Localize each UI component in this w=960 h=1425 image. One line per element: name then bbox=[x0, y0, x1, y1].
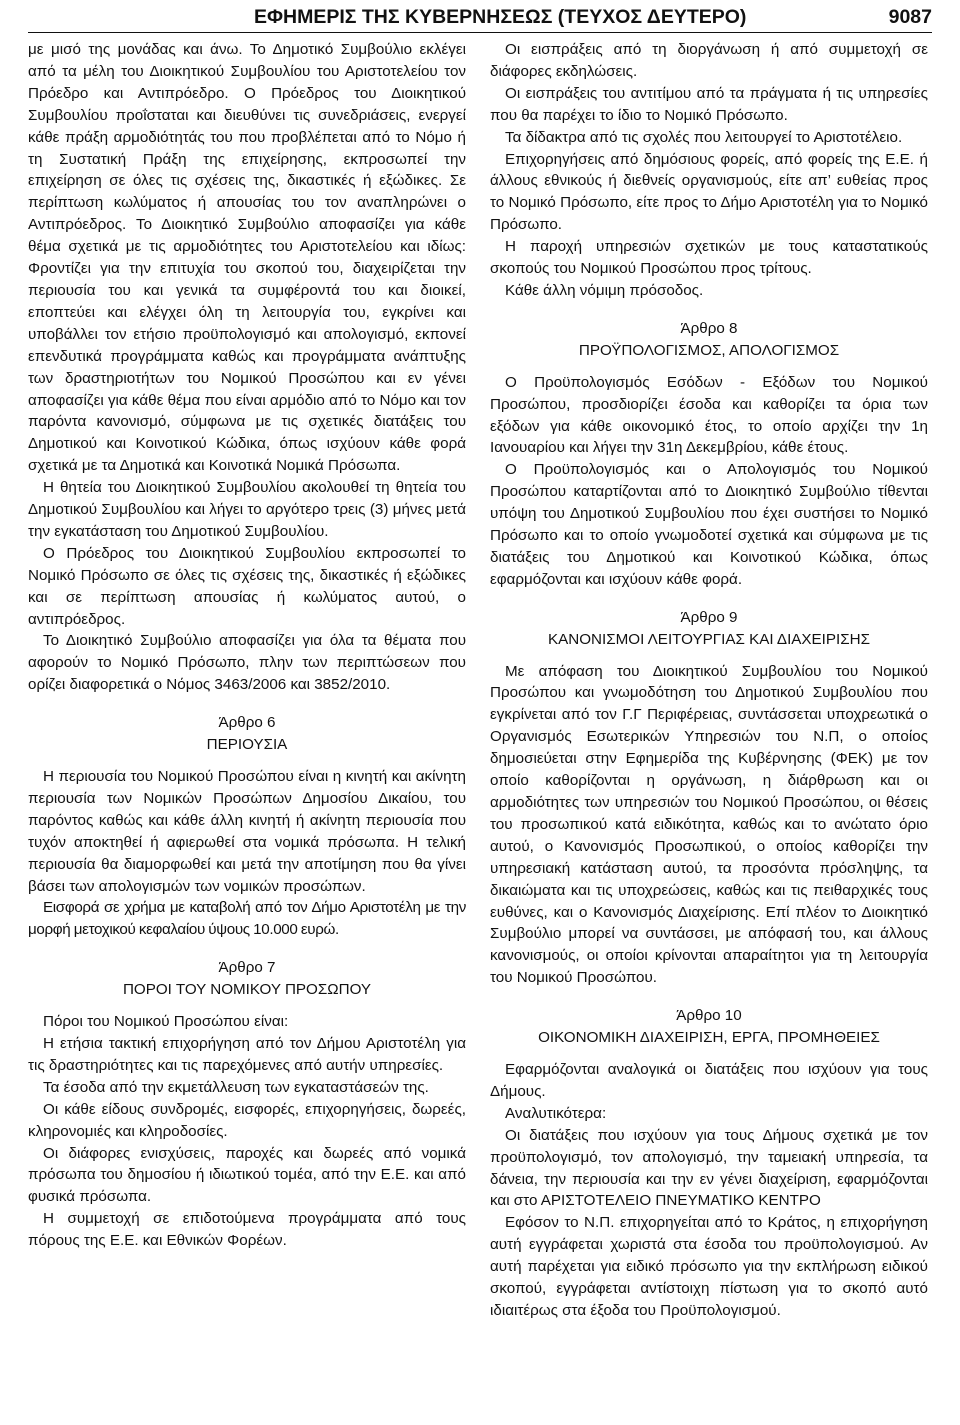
paragraph: Αναλυτικότερα: bbox=[505, 1104, 607, 1122]
header-rule bbox=[28, 32, 932, 33]
paragraph: Επιχορηγήσεις από δημόσιους φορείς, από φορείς της Ε.Ε. ή άλλους εθνικούς ή διεθνείς οργανισμούς, είτε απ’ ευθείας προς το Νομικό Πρόσωπο, είτε προς το Δήμο Αριστοτέλη για το Νομικό Πρόσωπο. bbox=[490, 150, 928, 234]
article-number: Άρθρο 10 bbox=[676, 1007, 742, 1025]
paragraph: Η περιουσία του Νομικού Προσώπου είναι η κινητή και ακίνητη περιουσία των Νομικών Προσώπων Δημοσίου Δικαίου, του παρόντος καθώς και κάθε άλλη κινητή ή ακίνητη περιουσία που τυχόν αποκτηθεί ή αφιερωθεί στα νομικά πρόσωπα. Η τελική περιουσία θα διαμορφωθεί και μετά την αποτίμηση που θα γίνει βάσει των απολογισμών των νομικών προσώπων. bbox=[28, 768, 466, 895]
article-title: ΠΕΡΙΟΥΣΙΑ bbox=[206, 736, 288, 754]
paragraph: Οι κάθε είδους συνδρομές, εισφορές, επιχορηγήσεις, δωρεές, κληρονομιές και κληροδοσίες. bbox=[28, 1100, 466, 1140]
paragraph: Η παροχή υπηρεσιών σχετικών με τους καταστατικούς σκοπούς του Νομικού Προσώπου προς τρίτους. bbox=[490, 238, 928, 278]
paragraph: Ο Πρόεδρος του Διοικητικού Συμβουλίου εκπροσωπεί το Νομικό Πρόσωπο σε όλες τις σχέσεις της, δικαστικές ή εξώδικες και σε περίπτωση απουσίας ή κωλύματος αυτού, ο αντιπρόεδρος. bbox=[28, 544, 466, 628]
paragraph: Με απόφαση του Διοικητικού Συμβουλίου του Νομικού Προσώπου και γνωμοδότηση του Δημοτικού Συμβουλίου που εγκρίνεται από τον Γ.Γ Περιφέρειας, συντάσσεται υποχρεωτικά ο Οργανισμός Εσωτερικών Υπηρεσιών του Ν.Π, ο οποίος δημοσιεύεται στην Εφημερίδα της Κυβέρνησης (ΦΕΚ) με τον οποίο καθορίζονται η οργάνωση, η διάρθρωση και οι αρμοδιότητες των υπηρεσιών του Νομικού Προσώπου, οι θέσεις του προσωπικού κατά ειδικότητα, καθώς και το ανώτατο όριο αυτού, ο Κανονισμός Προσωπικού, ο οποίος καθορίζει την υπηρεσιακή κατάσταση αυτού, τα προσόντα πρόσληψης, τα δικαιώματα και τις υποχρεώσεις, καθώς και τις πειθαρχικές τους ευθύνες, και ο Κανονισμός Διαχείρισης. Επί πλέον το Διοικητικό Συμβούλιο μπορεί να συντάσσει, με απόφασή του, και άλλους κανονισμούς, οι οποίοι κρίνονται απαραίτητοι για τη λειτουργία του Νομικού Προσώπου. bbox=[490, 662, 928, 987]
paragraph: Οι εισπράξεις από τη διοργάνωση ή από συμμετοχή σε διάφορες εκδηλώσεις. bbox=[490, 41, 928, 80]
page-number: 9087 bbox=[888, 6, 932, 28]
left-column bbox=[28, 39, 466, 1252]
article-number: Άρθρο 7 bbox=[218, 959, 276, 977]
article-number: Άρθρο 8 bbox=[680, 319, 738, 337]
article-title: ΠΟΡΟΙ ΤΟΥ ΝΟΜΙΚΟΥ ΠΡΟΣΩΠΟΥ bbox=[122, 981, 372, 999]
paragraph: Οι διάφορες ενισχύσεις, παροχές και δωρεές από νομικά πρόσωπα του δημοσίου ή ιδιωτικού τομέα, από την Ε.Ε. και από φυσικά πρόσωπα. bbox=[28, 1144, 466, 1206]
paragraph: Οι διατάξεις που ισχύουν για τους Δήμους σχετικά με τον προϋπολογισμό, τον απολογισμό, την ταμειακή υπηρεσία, τα δάνεια, την περιουσία και την εν γένει διαχείριση, εφαρμόζονται και στο ΑΡΙΣΤΟΤΕΛΕΙΟ ΠΝΕΥΜΑΤΙΚΟ ΚΕΝΤΡΟ bbox=[490, 1126, 928, 1210]
paragraph: Τα δίδακτρα από τις σχολές που λειτουργεί το Αριστοτέλειο. bbox=[505, 128, 903, 146]
page-header bbox=[28, 4, 932, 30]
paragraph: Εφαρμόζονται αναλογικά οι διατάξεις που ισχύουν για τους Δήμους. bbox=[490, 1060, 928, 1100]
paragraph: Οι εισπράξεις του αντιτίμου από τα πράγματα ή τις υπηρεσίες που θα παρέχει το ίδιο το Νομικό Πρόσωπο. bbox=[490, 84, 928, 124]
article-title: ΠΡΟΫΠΟΛΟΓΙΣΜΟΣ, ΑΠΟΛΟΓΙΣΜΟΣ bbox=[578, 341, 840, 359]
article-title: ΚΑΝΟΝΙΣΜΟΙ ΛΕΙΤΟΥΡΓΙΑΣ ΚΑΙ ΔΙΑΧΕΙΡΙΣΗΣ bbox=[547, 630, 870, 648]
paragraph: Ο Προϋπολογισμός Εσόδων - Εξόδων του Νομικού Προσώπου, προσδιορίζει έσοδα και καθορίζει τα όρια των εξόδων για κάθε οικονομικό έτος, το οποίο αρχίζει την 1η Ιανουαρίου και λήγει την 31η Δεκεμβρίου, κάθε έτους. bbox=[490, 373, 928, 457]
article-number: Άρθρο 6 bbox=[218, 714, 276, 732]
paragraph: Εισφορά σε χρήμα με καταβολή από τον Δήμο Αριστοτέλη με την μορφή μετοχικού κεφαλαίου ύψους 10.000 ευρώ. bbox=[28, 899, 466, 939]
article-title: ΟΙΚΟΝΟΜΙΚΗ ΔΙΑΧΕΙΡΙΣΗ, ΕΡΓΑ, ΠΡΟΜΗΘΕΙΕΣ bbox=[538, 1029, 880, 1047]
right-column bbox=[490, 39, 928, 1322]
article-number: Άρθρο 9 bbox=[680, 608, 738, 626]
paragraph: Το Διοικητικό Συμβούλιο αποφασίζει για όλα τα θέματα που αφορούν το Νομικό Πρόσωπο, πλην των περιπτώσεων που ορίζει διαφορετικά ο Νόμος 3463/2006 και 3852/2010. bbox=[28, 632, 466, 694]
paragraph: Η συμμετοχή σε επιδοτούμενα προγράμματα από τους πόρους της Ε.Ε. και Εθνικών Φορέων. bbox=[28, 1210, 466, 1250]
paragraph: Πόροι του Νομικού Προσώπου είναι: bbox=[43, 1013, 289, 1031]
paragraph: Τα έσοδα από την εκμετάλλευση των εγκαταστάσεών της. bbox=[43, 1078, 429, 1096]
gazette-title: ΕΦΗΜΕΡΙΣ ΤΗΣ ΚΥΒΕΡΝΗΣΕΩΣ (ΤΕΥΧΟΣ ΔΕΥΤΕΡΟ) bbox=[254, 6, 747, 28]
paragraph: Η ετήσια τακτική επιχορήγηση από τον Δήμου Αριστοτέλη για τις δραστηριότητες και τις παρεχόμενες από αυτήν υπηρεσίες. bbox=[28, 1034, 466, 1074]
paragraph: Ο Προϋπολογισμός και ο Απολογισμός του Νομικού Προσώπου καταρτίζονται από το Διοικητικό Συμβούλιο τίθενται υπόψη του Δημοτικού Συμβουλίου που έχει συστήσει το Νομικό Πρόσωπο και το οποίο γνωμοδοτεί σχετικά και σύμφωνα με τις διατάξεις του Δημοτικού και Κοινοτικού Κώδικα, όπως εφαρμόζονται και ισχύουν κάθε φορά. bbox=[490, 461, 928, 588]
paragraph: με μισό της μονάδας και άνω. Το Δημοτικό Συμβούλιο εκλέγει από τα μέλη του Διοικητικού Συμβουλίου του Αριστοτελείου τον Πρόεδρο και Αντιπρόεδρο. Ο Πρόεδρος του Διοικητικού Συμβουλίου προΐσταται και διευθύνει τις συνεδριάσεις, ενεργεί κάθε πράξη αρμοδιότητάς του που προβλέπεται από το Νόμο ή τη Συστατική Πράξη της επιχείρησης, εκπροσωπεί την επιχείρηση σε όλες τις σχέσεις της, δικαστικές ή εξώδικες. Σε περίπτωση κωλύματος ή απουσίας του τον αναπληρώνει ο Αντιπρόεδρος. Το Διοικητικό Συμβούλιο αποφασίζει για κάθε θέμα σχετικά με τις αρμοδιότητες του Αριστοτελείου και ιδίως: Φροντίζει για την επιτυχία του σκοπού του, διαχειρίζεται την περιουσία του και γενικά τα συμφέροντά του και διοικεί, εποπτεύει και ελέγχει όλη τη λειτουργία του, εγκρίνει και υποβάλλει τον ετήσιο προϋπολογισμό και απολογισμό, εκπονεί επενδυτικά προγράμματα καθώς και προγράμματα ανάπτυξης των δραστηριοτήτων του Νομικού Προσώπου και εν γένει αποφασίζει για κάθε θέμα που είναι αρμόδιο από το Νόμο και τον παρόντα κανονισμό, σύμφωνα με τις σχετικές διατάξεις του Δημοτικού και Κοινοτικού Κώδικα, όπως ισχύουν κάθε φορά σχετικά με τα Δημοτικά και Κοινοτικά Νομικά Πρόσωπα. bbox=[28, 41, 466, 475]
paragraph: Κάθε άλλη νόμιμη πρόσοδος. bbox=[505, 281, 704, 299]
paragraph: Εφόσον το Ν.Π. επιχορηγείται από το Κράτος, η επιχορήγηση αυτή εγγράφεται χωριστά στα έσοδα του προϋπολογισμού. Αν αυτή παρέχεται για ειδικό πρόσωπο για την εκπλήρωση ειδικού σκοπού, εγγράφεται αντίστοιχη πίστωση για το σκοπό αυτό ιδιαιτέρως στα έξοδα του Προϋπολογισμού. bbox=[490, 1214, 928, 1319]
paragraph: Η θητεία του Διοικητικού Συμβουλίου ακολουθεί τη θητεία του Δημοτικού Συμβουλίου και λήγει το αργότερο τρεις (3) μήνες μετά την εγκατάσταση του Δημοτικού Συμβουλίου. bbox=[28, 479, 466, 540]
